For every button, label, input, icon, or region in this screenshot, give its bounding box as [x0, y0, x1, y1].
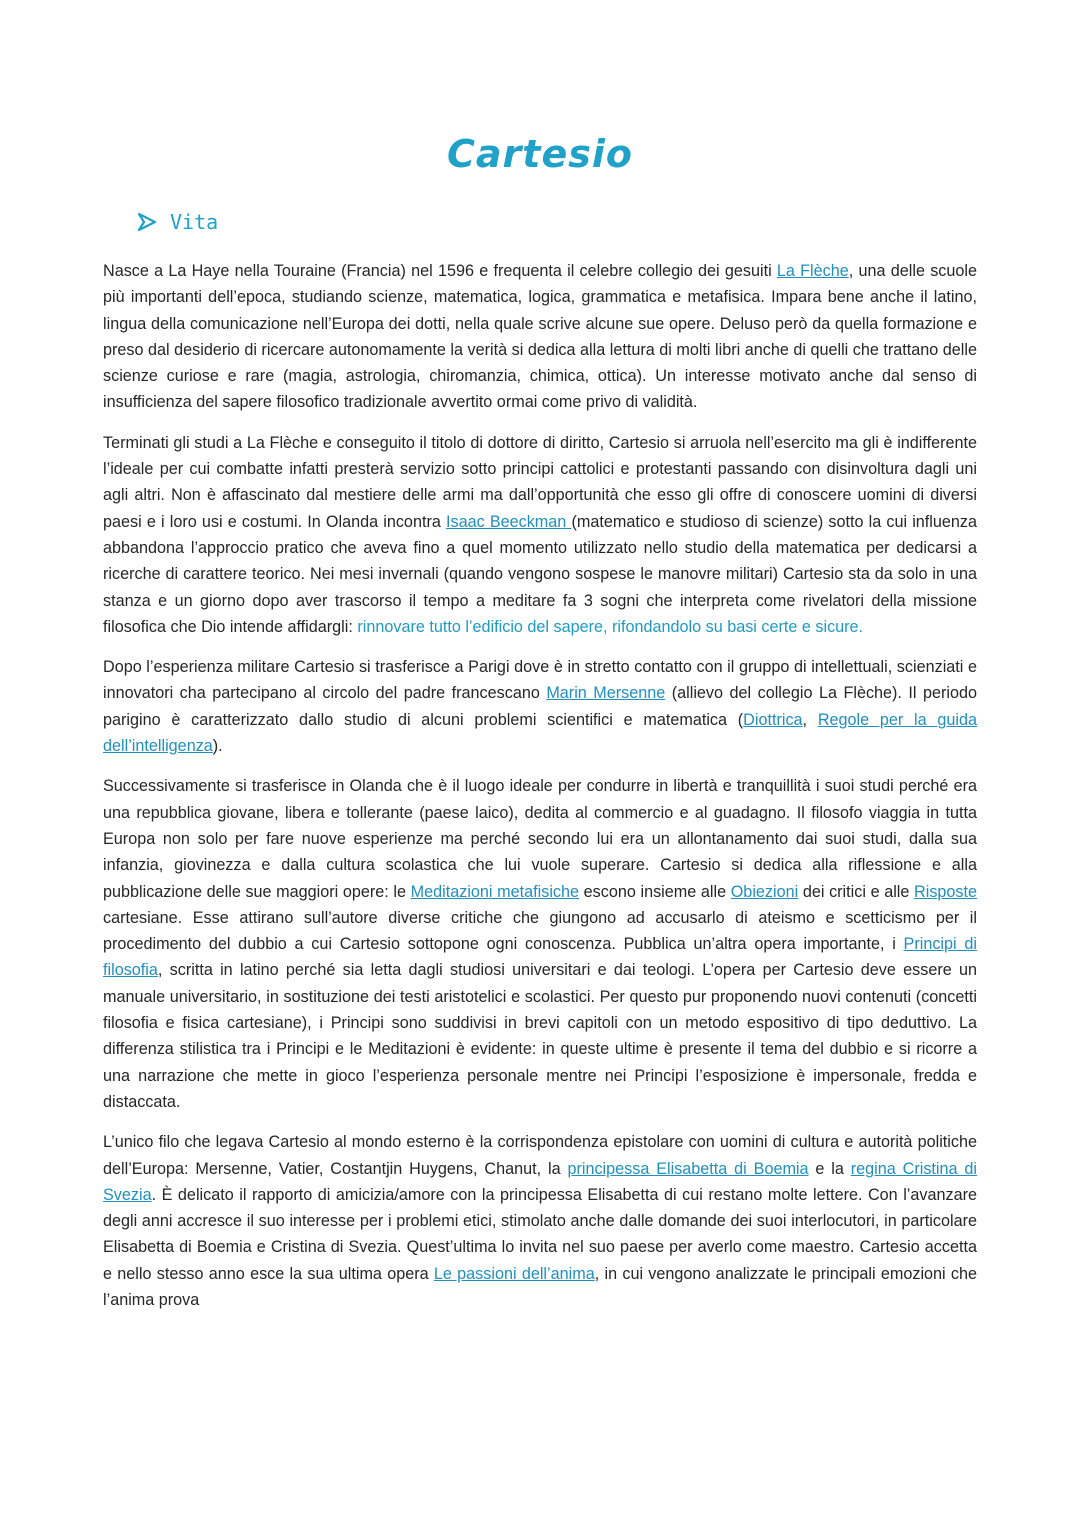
highlighted-mission: rinnovare tutto l’edificio del sapere, rifondandolo su basi certe e sicure.: [357, 617, 864, 636]
arrow-bullet-icon: [136, 211, 158, 233]
link-diottrica[interactable]: Diottrica: [743, 710, 803, 729]
link-isaac-beeckman[interactable]: Isaac Beeckman: [445, 512, 572, 531]
link-cristina[interactable]: regina Cristina di Svezia: [103, 1159, 977, 1204]
section-heading: [136, 210, 218, 234]
link-meditazioni[interactable]: Meditazioni metafisiche: [410, 882, 580, 901]
link-principi[interactable]: Principi di filosofia: [103, 935, 977, 980]
link-passioni[interactable]: Le passioni dell’anima: [433, 1264, 595, 1283]
link-regole[interactable]: Regole per la guida dell’intelligenza: [103, 710, 977, 756]
link-risposte[interactable]: Risposte: [914, 882, 978, 901]
section-title: Vita: [170, 210, 219, 234]
paragraph-3: Dopo l’esperienza militare Cartesio si trasferisce a Parigi dove è in stretto contatto con il gruppo di intellettuali, scienziati e innovatori cha partecipano al circolo del padre francescano Marin Mersenne (allievo del collegio La Flèche). Il periodo parigino è caratterizzato dallo studio di alcuni problemi scientifici e matematica (Diottrica, Regole per la guida dell’intelligenza).: [103, 658, 977, 756]
link-elisabetta[interactable]: principessa Elisabetta di Boemia: [567, 1159, 809, 1178]
paragraph-4: Successivamente si trasferisce in Olanda che è il luogo ideale per condurre in libertà e tranquillità i suoi studi perché era una repubblica giovane, libera e tollerante (paese laico), dedita al commercio e al guadagno. Il filosofo viaggia in tutta Europa non solo per fare nuove esperienze ma perché secondo lui era un allontanamento dai suoi studi, dalla sua infanzia, giovinezza e dalla cultura scolastica che lui vuole superare. Cartesio si dedica alla riflessione e alla pubblicazione delle sue maggiori opere: le Meditazioni metafisiche escono insieme alle Obiezioni dei critici e alle Risposte cartesiane. Esse attirano sull’autore diverse critiche che giungono ad accusarlo di ateismo e scetticismo per il procedimento del dubbio a cui Cartesio sottopone ogni conoscenza. Pubblica un’altra opera importante, i Principi di filosofia, scritta in latino perché sia letta dagli studiosi universitari e dai teologi. L’opera per Cartesio deve essere un manuale universitario, in sostituzione dei testi aristotelici e scolastici. Per questo pur proponendo nuovi contenuti (concetti filosofia e fisica cartesiane), i Principi sono suddivisi in brevi capitoli con un metodo espositivo di tipo deduttivo. La differenza stilistica tra i Principi e le Meditazioni è evidente: in queste ultime è presente il tema del dubbio e si ricorre a una narrazione che mette in gioco l’esperienza personale mentre nei Principi l’esposizione è impersonale, fredda e distaccata.: [103, 777, 978, 1111]
paragraph-2: Terminati gli studi a La Flèche e conseguito il titolo di dottore di diritto, Cartesio si arruola nell’esercito ma gli è indifferente l’ideale per cui combatte infatti presterà servizio sotto principi cattolici e protestanti passando con disinvoltura dagli uni agli altri. Non è affascinato dal mestiere delle armi ma dall’opportunità che esso gli offre di conoscere uomini di diversi paesi e i loro usi e costumi. In Olanda incontra Isaac Beeckman (matematico e studioso di scienze) sotto la cui influenza abbandona l’approccio pratico che aveva fino a quel momento utilizzato nello studio della matematica per dedicarsi a ricerche di carattere teorico. Nei mesi invernali (quando vengono sospese le manovre militari) Cartesio sta da solo in una stanza e un giorno dopo aver trascorso il tempo a meditare fa 3 sogni che interpreta come rivelatori della missione filosofica che Dio intende affidargli: rinnovare tutto l’edificio del sapere, rifondandolo su basi certe e sicure.: [103, 433, 978, 636]
link-la-fleche[interactable]: La Flèche: [776, 262, 849, 280]
paragraph-5: L’unico filo che legava Cartesio al mondo esterno è la corrispondenza epistolare con uomini di cultura e autorità politiche dell’Europa: Mersenne, Vatier, Costantjin Huygens, Chanut, la principessa Elisabetta di Boemia e la regina Cristina di Svezia. È delicato il rapporto di amicizia/amore con la principessa Elisabetta di cui restano molte lettere. Con l’avanzare degli anni accresce il suo interesse per i problemi etici, stimolato anche dalle domande dei suoi interlocutori, in particolare Elisabetta di Boemia e Cristina di Svezia. Quest’ultima lo invita nel suo paese per averlo come maestro. Cartesio accetta e nello stesso anno esce la sua ultima opera Le passioni dell’anima, in cui vengono analizzate le principali emozioni che l’anima prova: [103, 1133, 978, 1309]
page-title: Cartesio: [447, 132, 633, 176]
paragraph-1: Nasce a La Haye nella Touraine (Francia) nel 1596 e frequenta il celebre collegio dei gesuiti La Flèche, una delle scuole più importanti dell’epoca, studiando scienze, matematica, logica, grammatica e metafisica. Impara bene anche il latino, lingua della comunicazione nell’Europa dei dotti, nella quale scrive alcune sue opere. Deluso però da quella formazione e preso dal desiderio di ricercare autonomamente la verità si dedica alla lettura di molti libri anche di quelli che trattano delle scienze curiose e rare (magia, astrologia, chiromanzia, chimica, ottica). Un interesse motivato anche dal senso di insufficienza del sapere filosofico tradizionale avvertito ormai come privo di validità.: [103, 262, 977, 412]
document-body: [103, 258, 977, 1327]
link-obiezioni[interactable]: Obiezioni: [730, 882, 799, 901]
link-marin-mersenne[interactable]: Marin Mersenne: [546, 684, 666, 703]
